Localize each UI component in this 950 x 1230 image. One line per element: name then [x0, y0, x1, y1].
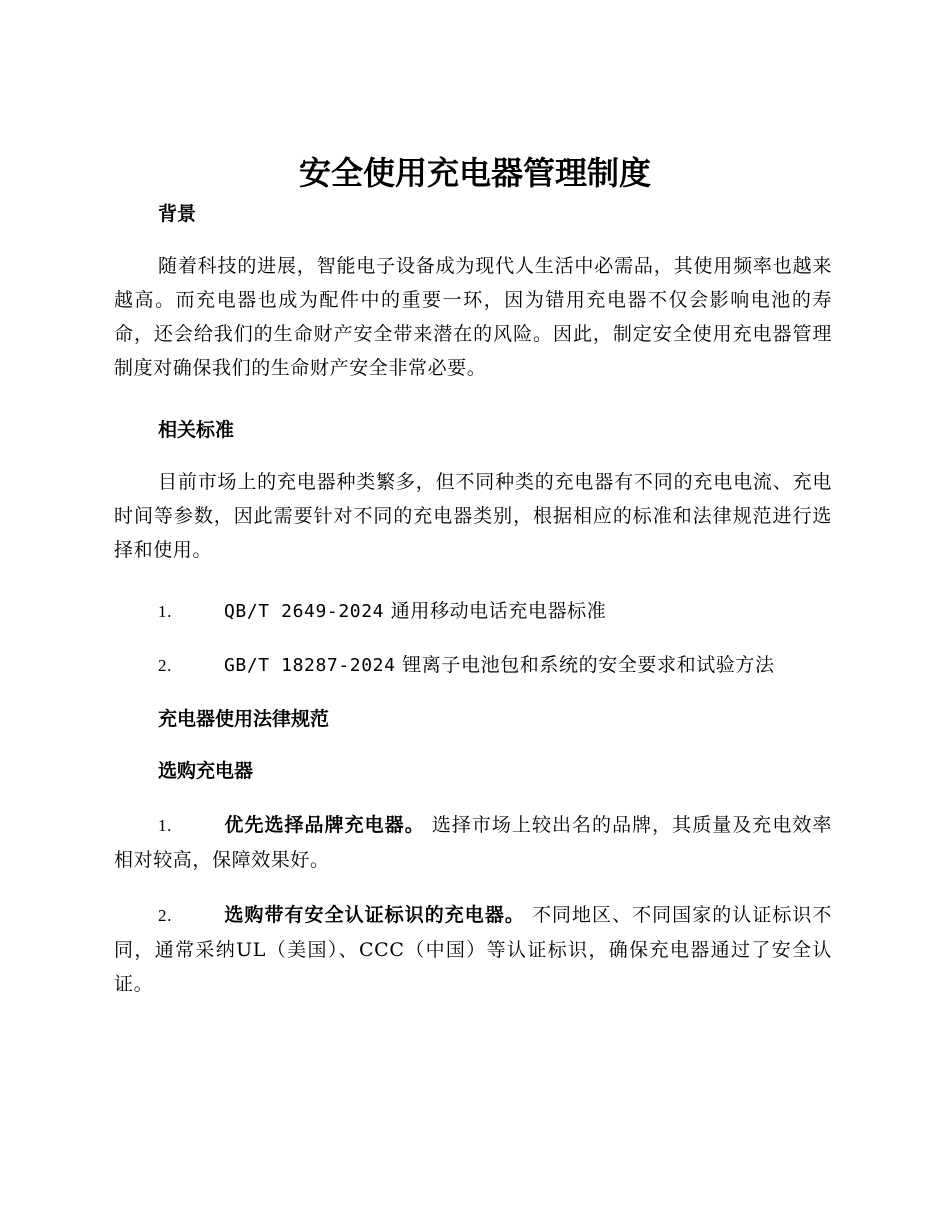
standard-title: 锂离子电池包和系统的安全要求和试验方法 [402, 654, 775, 676]
item-text: 不同地区、不同国家的认证标识不同，通常采纳UL（美国）、CCC（中国）等认证标识，确保充电器通过了安全认证。 [114, 904, 832, 995]
list-number: 2. [158, 906, 172, 925]
list-number: 1. [158, 816, 172, 835]
list-number: 2. [158, 656, 172, 675]
paragraph-standards: 目前市场上的充电器种类繁多，但不同种类的充电器有不同的充电电流、充电时间等参数，因此需要针对不同的充电器类别，根据相应的标准和法律规范进行选择和使用。 [114, 471, 832, 561]
list-number: 1. [158, 602, 172, 621]
heading-background: 背景 [158, 203, 197, 225]
standard-title: 通用移动电话充电器标准 [390, 600, 607, 622]
item-text: 选择市场上较出名的品牌，其质量及充电效率相对较高，保障效果好。 [114, 814, 832, 871]
list-item-purchase-1 [114, 808, 832, 877]
paragraph-background: 随着科技的进展，智能电子设备成为现代人生活中必需品，其使用频率也越来越高。而充电器也成为配件中的重要一环，因为错用充电器不仅会影响电池的寿命，还会给我们的生命财产安全带来潜在的风险。因此，制定安全使用充电器管理制度对确保我们的生命财产安全非常必要。 [114, 255, 832, 379]
standard-code: QB/T 2649-2024 [224, 601, 385, 622]
list-item-purchase-2 [114, 898, 832, 1001]
item-lead: 优先选择品牌充电器。 [224, 814, 425, 836]
item-lead: 选购带有安全认证标识的充电器。 [224, 904, 525, 926]
standard-code: GB/T 18287-2024 [224, 655, 396, 676]
heading-standards: 相关标准 [158, 419, 235, 441]
heading-law: 充电器使用法律规范 [158, 708, 330, 730]
page-title: 安全使用充电器管理制度 [298, 154, 651, 192]
list-item-standard-2 [114, 648, 832, 683]
list-item-standard-1 [114, 594, 832, 629]
heading-purchase: 选购充电器 [158, 760, 254, 782]
